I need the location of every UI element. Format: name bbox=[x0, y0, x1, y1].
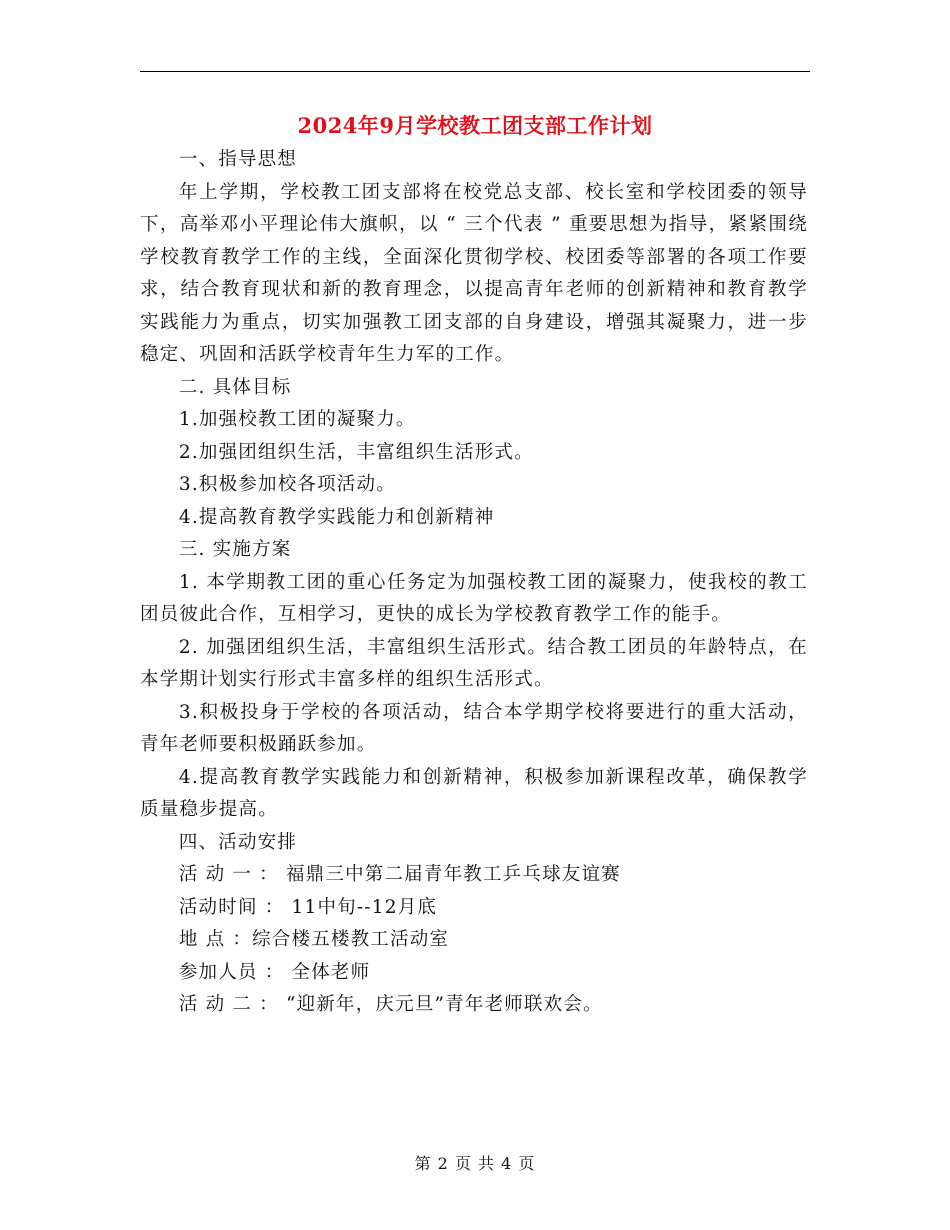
plan-item-2: 2. 加强团组织生活，丰富组织生活形式。结合教工团员的年龄特点，在本学期计划实行形式丰富多样的组织生活形式。 bbox=[140, 636, 808, 690]
section-heading-activity-schedule: 四、活动安排 bbox=[178, 831, 298, 853]
section-heading-specific-goals: 二. 具体目标 bbox=[178, 376, 292, 398]
goal-item-2: 2.加强团组织生活，丰富组织生活形式。 bbox=[178, 441, 534, 463]
paragraph-guiding-ideology: 年上学期，学校教工团支部将在校党总支部、校长室和学校团委的领导下，高举邓小平理论伟大旗帜，以 “ 三个代表 ” 重要思想为指导，紧紧围绕学校教育教学工作的主线，全面深化贯彻学校、校团委等部署的各项工作要求，结合教育现状和新的教育理念，以提高青年老师的创新精神和教育教学实践能力为重点，切实加强教工团支部的自身建设，增强其凝聚力，进一步稳定、巩固和活跃学校青年生力军的工作。 bbox=[140, 181, 808, 365]
activity-one-name: 活 动 一 ： 福鼎三中第二届青年教工乒乓球友谊赛 bbox=[178, 864, 621, 885]
plan-item-1: 1. 本学期教工团的重心任务定为加强校教工团的凝聚力，使我校的教工团员彼此合作，互相学习，更快的成长为学校教育教学工作的能手。 bbox=[140, 571, 808, 625]
goal-item-1: 1.加强校教工团的凝聚力。 bbox=[178, 409, 416, 430]
activity-location: 地 点 ：综合楼五楼教工活动室 bbox=[178, 929, 450, 950]
activity-time: 活动时间 ： 11中旬--12月底 bbox=[178, 896, 438, 918]
document-body bbox=[140, 144, 808, 1022]
plan-item-4: 4.提高教育教学实践能力和创新精神，积极参加新课程改革，确保教学质量稳步提高。 bbox=[140, 766, 808, 820]
plan-item-3: 3.积极投身于学校的各项活动，结合本学期学校将要进行的重大活动，青年老师要积极踊跃参加。 bbox=[140, 701, 808, 755]
goal-item-3: 3.积极参加校各项活动。 bbox=[178, 474, 396, 495]
page-number-footer: 第 2 页 共 4 页 bbox=[414, 1154, 536, 1173]
goal-item-4: 4.提高教育教学实践能力和创新精神 bbox=[178, 506, 495, 528]
document-title: 2024年9月学校教工团支部工作计划 bbox=[297, 113, 653, 138]
section-heading-implementation-plan: 三. 实施方案 bbox=[178, 539, 292, 560]
header-rule bbox=[140, 71, 810, 72]
section-heading-guiding-ideology: 一、指导思想 bbox=[178, 149, 298, 170]
activity-participants: 参加人员 ： 全体老师 bbox=[178, 961, 371, 983]
activity-two-name: 活 动 二 ： “迎新年，庆元旦”青年老师联欢会。 bbox=[178, 994, 603, 1015]
